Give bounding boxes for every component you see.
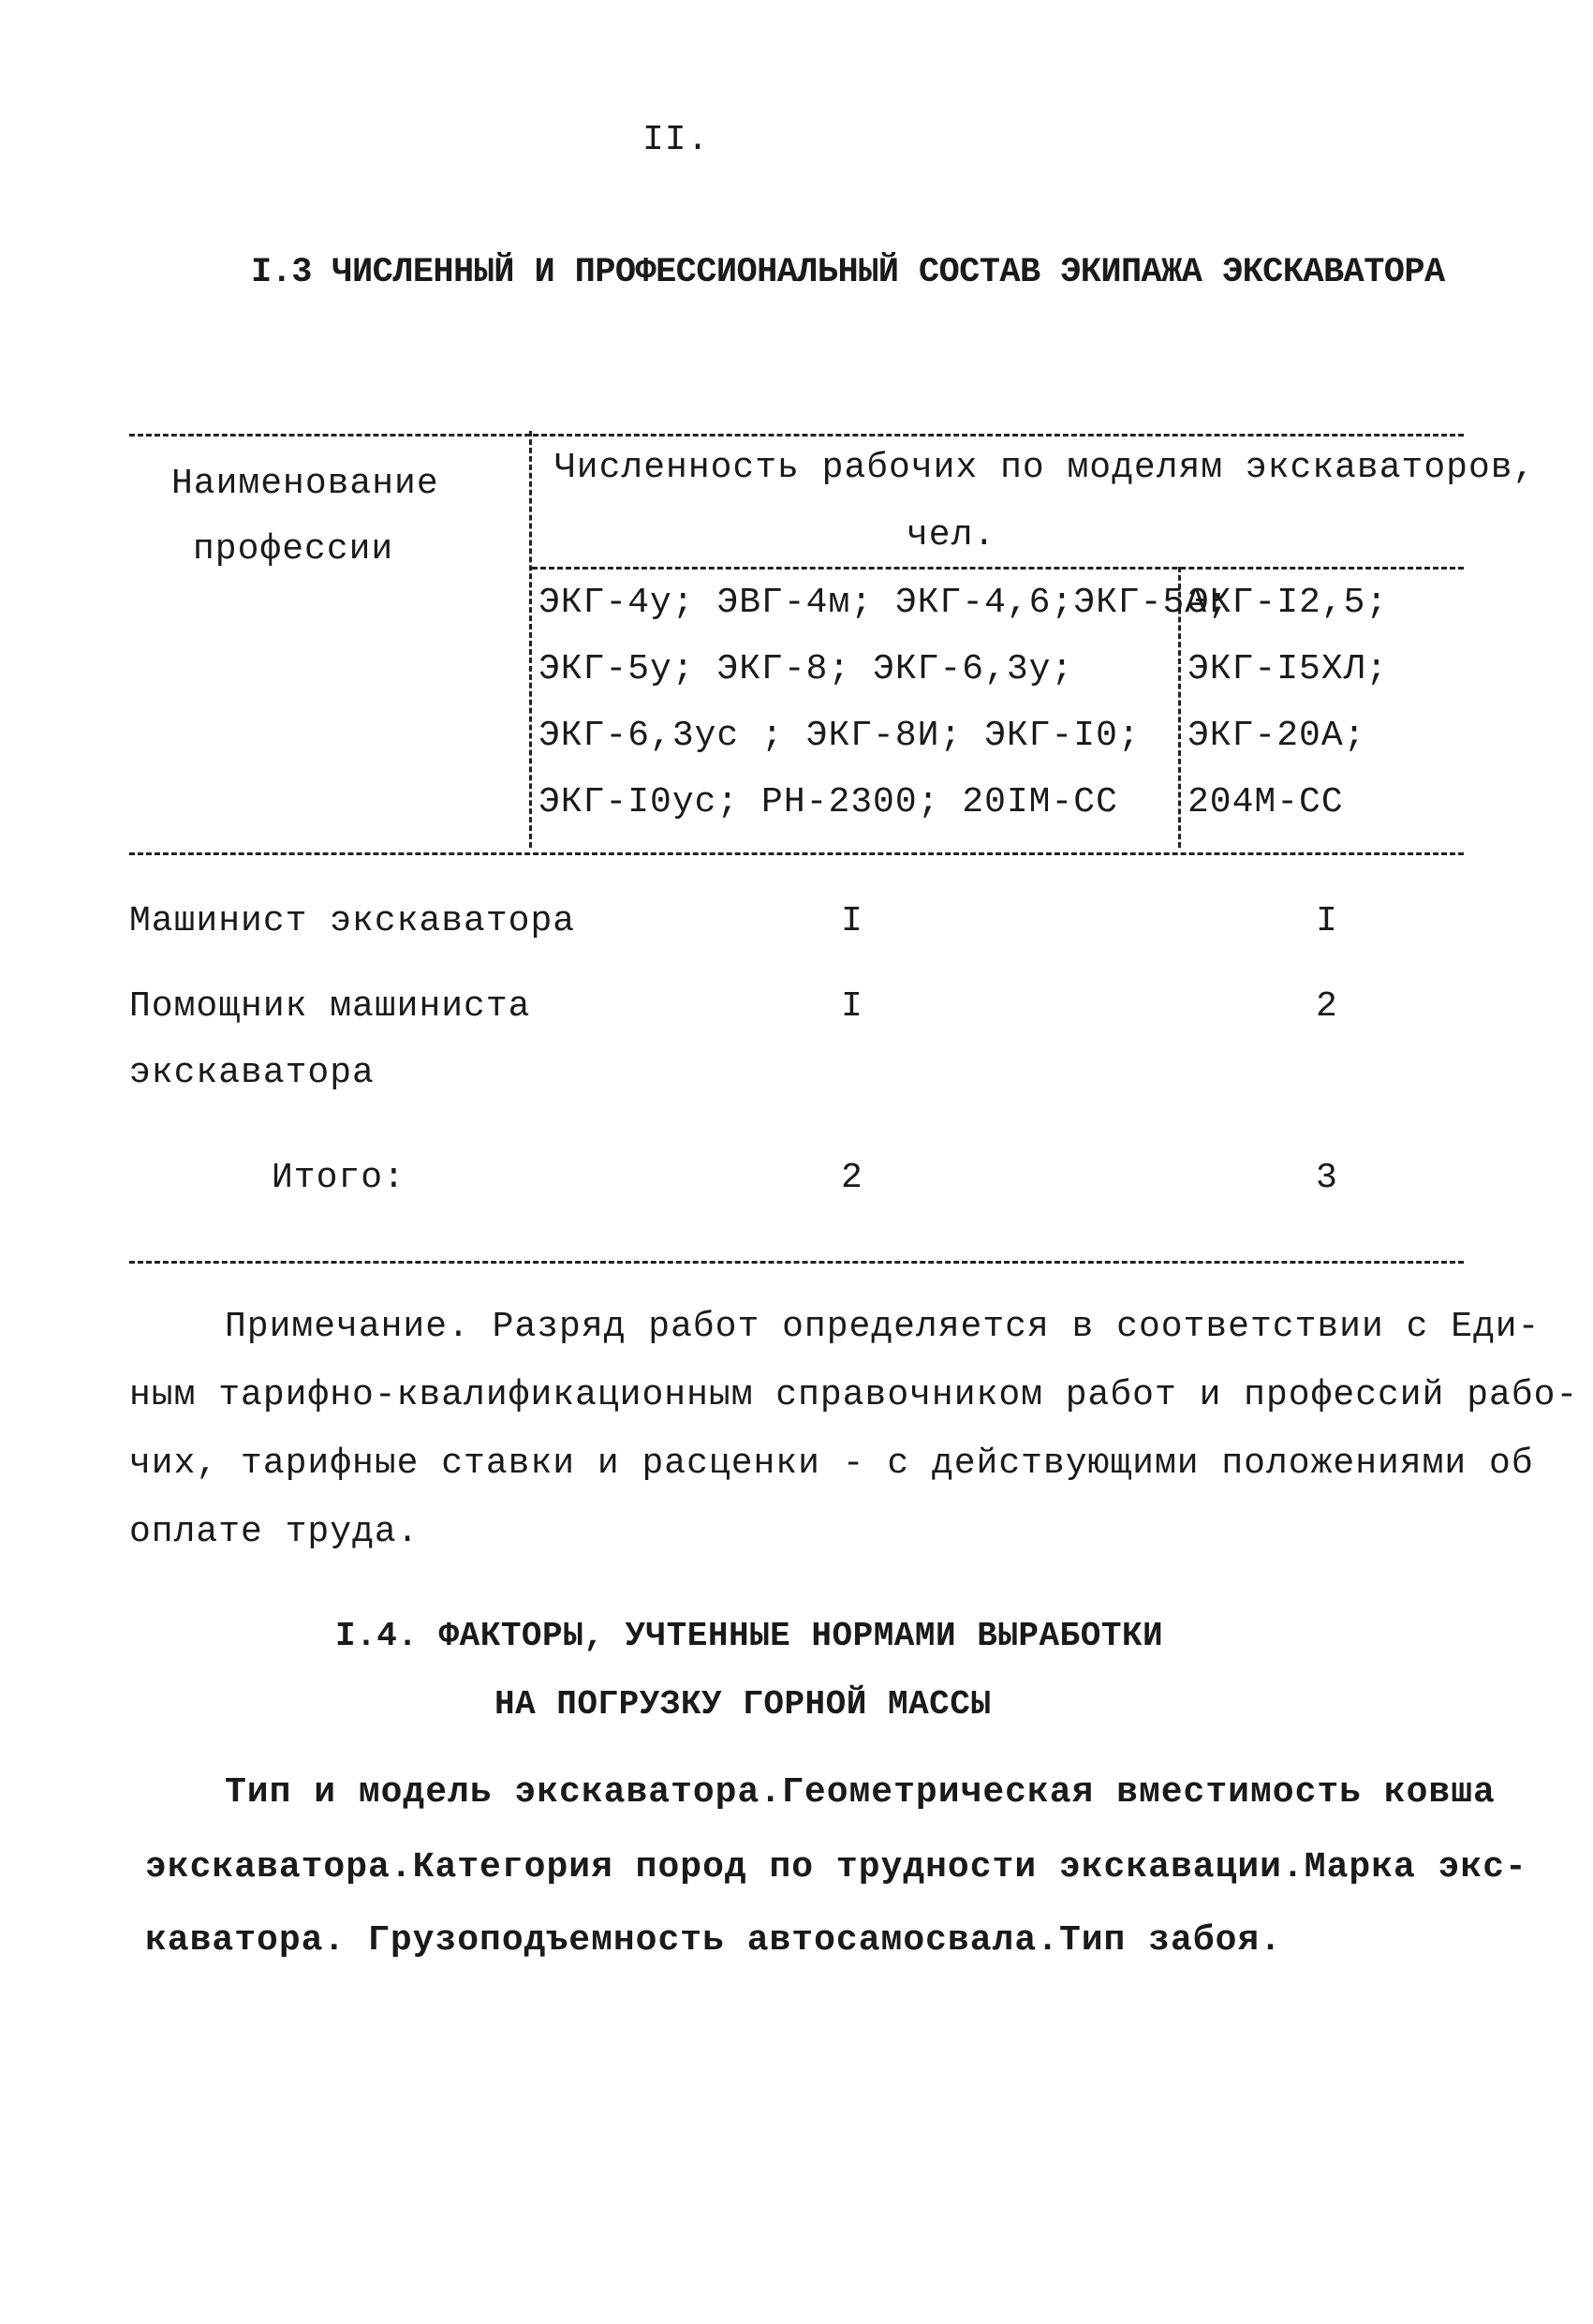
models-b-line-1: ЭКГ-I2,5; bbox=[1187, 583, 1389, 623]
models-a-line-3: ЭКГ-6,3ус ; ЭКГ-8И; ЭКГ-I0; bbox=[538, 716, 1141, 756]
section-1-3-title: I.3 ЧИСЛЕННЫЙ И ПРОФЕССИОНАЛЬНЫЙ СОСТАВ ЭКИПАЖА ЭКСКАВАТОРА bbox=[251, 253, 1445, 292]
section-1-4-title-line-1: I.4. ФАКТОРЫ, УЧТЕННЫЕ НОРМАМИ ВЫРАБОТКИ bbox=[335, 1617, 1164, 1655]
profession-header-line-1: Наименование bbox=[171, 464, 439, 504]
total-value-b: 3 bbox=[1316, 1158, 1338, 1198]
row-2-profession-line-2: экскаватора bbox=[129, 1053, 375, 1093]
models-b-line-4: 204М-СС bbox=[1187, 782, 1344, 822]
note-line-1: Примечание. Разряд работ определяется в соответствии с Еди- bbox=[225, 1307, 1541, 1347]
profession-header-line-2: профессии bbox=[193, 529, 394, 570]
headcount-header: Численность рабочих по моделям экскаваторов, bbox=[554, 448, 1536, 488]
page-number: II. bbox=[642, 120, 710, 160]
models-a-line-2: ЭКГ-5у; ЭКГ-8; ЭКГ-6,3у; bbox=[538, 649, 1074, 689]
total-value-a: 2 bbox=[841, 1158, 863, 1198]
factors-line-1: Тип и модель экскаватора.Геометрическая вместимость ковша bbox=[225, 1772, 1496, 1813]
table-top-rule bbox=[129, 434, 1464, 437]
note-line-4: оплате труда. bbox=[129, 1512, 420, 1552]
models-b-line-2: ЭКГ-I5ХЛ; bbox=[1187, 649, 1389, 689]
section-1-4-title-line-2: НА ПОГРУЗКУ ГОРНОЙ МАССЫ bbox=[494, 1685, 992, 1724]
models-a-line-1: ЭКГ-4у; ЭВГ-4м; ЭКГ-4,6;ЭКГ-5А; bbox=[538, 583, 1230, 623]
total-label: Итого: bbox=[272, 1158, 406, 1198]
table-col1-divider bbox=[529, 431, 532, 848]
headcount-unit: чел. bbox=[907, 515, 996, 555]
table-header-bottom-rule bbox=[129, 852, 1464, 855]
row-1-value-a: I bbox=[841, 901, 863, 941]
factors-line-2: экскаватора.Категория пород по трудности экскавации.Марка экс- bbox=[145, 1847, 1527, 1887]
row-1-value-b: I bbox=[1316, 901, 1338, 941]
row-1-profession: Машинист экскаватора bbox=[129, 901, 576, 941]
models-a-line-4: ЭКГ-I0ус; РН-2300; 20IM-CC bbox=[538, 782, 1118, 822]
note-line-3: чих, тарифные ставки и расценки - с действующими положениями об bbox=[129, 1443, 1534, 1484]
models-b-line-3: ЭКГ-20А; bbox=[1187, 716, 1366, 756]
table-bottom-rule bbox=[129, 1261, 1464, 1264]
table-subheader-rule bbox=[532, 567, 1464, 570]
row-2-value-b: 2 bbox=[1316, 986, 1338, 1027]
factors-line-3: каватора. Грузоподъемность автосамосвала.Тип забоя. bbox=[145, 1920, 1282, 1961]
row-2-value-a: I bbox=[841, 986, 863, 1027]
note-line-2: ным тарифно-квалификационным справочником работ и профессий рабо- bbox=[129, 1375, 1579, 1415]
row-2-profession-line-1: Помощник машиниста bbox=[129, 986, 531, 1027]
